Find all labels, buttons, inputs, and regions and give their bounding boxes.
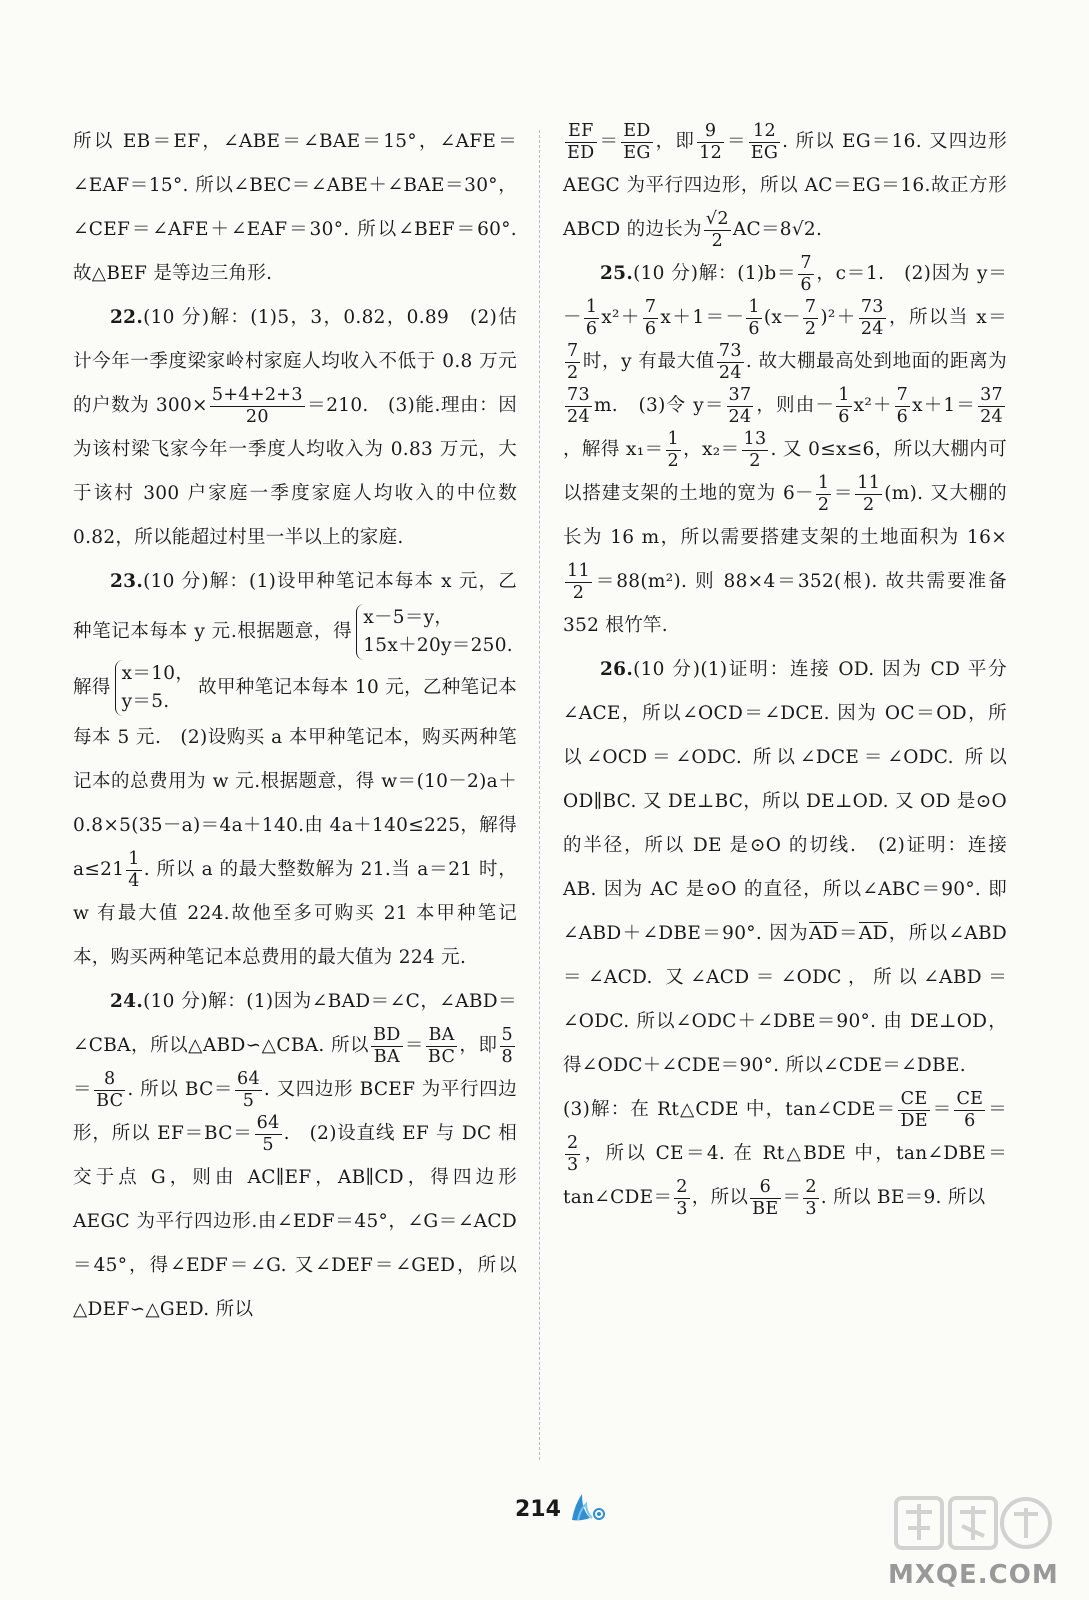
fraction-numerator: 1 (128, 849, 140, 870)
fraction-numerator: BA (426, 1025, 457, 1046)
fraction-numerator: 12 (749, 121, 780, 142)
fraction-denominator: 6 (896, 406, 909, 427)
watermark-text: MXQE.COM (888, 1560, 1059, 1590)
answer-26-text: (3)解：在 Rt△CDE 中，tan∠CDE＝ (563, 1099, 897, 1120)
fraction (210, 385, 305, 426)
fraction-denominator: DE (900, 1110, 928, 1131)
fraction-denominator: 6 (838, 406, 850, 427)
question-number-22: 22. (110, 307, 144, 328)
fraction-numerator: 7 (896, 385, 909, 406)
answer-25-text: . 故大棚最高处到地面的距离为 (745, 351, 1008, 372)
fraction-numerator: 37 (980, 385, 1004, 406)
fraction-numerator: 6 (750, 1177, 780, 1198)
question-number-26: 26. (600, 659, 634, 680)
fraction-numerator: √2 (705, 209, 729, 230)
fraction-denominator: 2 (749, 450, 761, 471)
fraction (126, 849, 141, 890)
answer-24-text-3: . 所以 BC＝ (127, 1079, 233, 1100)
fraction-numerator: 2 (805, 1177, 817, 1198)
fraction-numerator: ED (623, 121, 651, 142)
fraction-denominator: 2 (667, 450, 679, 471)
fraction (666, 429, 681, 470)
fraction-numerator: 5 (501, 1025, 513, 1046)
left-column (73, 120, 517, 1332)
fraction-denominator: 6 (964, 1110, 976, 1131)
fraction-denominator: 2 (817, 494, 830, 515)
fraction-denominator: 24 (718, 362, 742, 383)
answer-24 (73, 980, 517, 1332)
fraction-numerator: 5+4+2+3 (211, 385, 303, 406)
equals-sign: ＝ (931, 1099, 953, 1120)
fraction-denominator: 2 (711, 230, 724, 251)
answer-25-text: ，所以当 x＝ (887, 307, 1007, 328)
fraction (674, 1177, 689, 1218)
fraction (855, 473, 882, 514)
answer-25 (563, 252, 1007, 648)
fraction-numerator: CE (898, 1089, 930, 1110)
equals-sign: ＝ (73, 1079, 93, 1100)
fraction-denominator: 2 (572, 582, 585, 603)
answer-21-text: 所以 EB＝EF，∠ABE＝∠BAE＝15°，∠AFE＝∠EAF＝15°. 所以∠BEC＝∠ABE＋∠BAE＝30°，∠CEF＝∠AFE＋∠EAF＝30°. 所以∠BEF＝60°. 故△BEF 是等边三角形. (73, 131, 517, 284)
fraction-numerator: 2 (567, 1133, 579, 1154)
right-column (563, 120, 1007, 1220)
equation-system-1 (356, 604, 513, 660)
fraction-denominator: EG (750, 142, 779, 163)
fraction (727, 385, 754, 426)
fraction (895, 385, 910, 426)
fraction-numerator: 7 (800, 253, 812, 274)
fraction (235, 1069, 262, 1110)
equals-sign: ＝ (782, 1187, 802, 1208)
question-number-25: 25. (600, 263, 634, 284)
fraction-numerator: 1 (838, 385, 850, 406)
answer-24-text-2: ，即 (459, 1035, 498, 1056)
answer-24-text-4: . 又四边形 BCEF 为平行四边形，所以 EF＝BC＝ (73, 1079, 517, 1144)
equation-system-2 (115, 660, 194, 716)
fraction-denominator: 6 (585, 318, 598, 339)
fraction (500, 1025, 515, 1066)
answer-23-text-4: . 所以 a 的最大整数解为 21.当 a＝21 时，w 有最大值 224.故他至多可购买 21 本甲种笔记本，购买两种笔记本总费用的最大值为 224 元. (73, 859, 517, 968)
fraction (697, 121, 724, 162)
fraction-denominator: BC (96, 1090, 124, 1111)
answer-25-text: 时，y 有最大值 (582, 351, 715, 372)
fraction (621, 121, 653, 162)
fraction-denominator: ED (567, 142, 595, 163)
fraction-numerator: 13 (743, 429, 767, 450)
fraction-denominator: 5 (242, 1090, 255, 1111)
answer-25-text: (10 分)解：(1)b＝ (633, 263, 797, 284)
fraction-denominator: BE (752, 1198, 779, 1219)
fraction-denominator: 3 (676, 1198, 688, 1219)
answer-25-text: ，则由－ (755, 395, 835, 416)
fraction-denominator: 20 (245, 406, 269, 427)
fraction-denominator: EG (623, 142, 651, 163)
fraction (643, 297, 658, 338)
fraction (859, 297, 886, 338)
fraction-numerator: 64 (236, 1069, 260, 1090)
column-divider (539, 130, 540, 1460)
equation-line: 15x＋20y＝250. (356, 632, 513, 660)
fraction-denominator: 24 (980, 406, 1004, 427)
fraction-numerator: BD (373, 1025, 401, 1046)
answer-22 (73, 296, 517, 560)
fraction (954, 1089, 985, 1130)
answer-22-text-1: (10 分)解：(1)5，3，0.82，0.89 (2)估计今年一季度梁家岭村家庭人均收入不低于 0.8 万元的户数为 300× (73, 307, 517, 416)
fraction-denominator: 6 (800, 274, 812, 295)
fraction (742, 429, 769, 470)
fraction-numerator: 1 (748, 297, 760, 318)
fraction-numerator: 11 (857, 473, 881, 494)
wave-ornament-icon (568, 1490, 608, 1524)
answer-26-text: ，所以 (691, 1187, 749, 1208)
fraction-numerator: 1 (817, 473, 830, 494)
fraction-numerator: 7 (804, 297, 817, 318)
page-number: 214 (515, 1497, 561, 1522)
fraction (898, 1089, 930, 1130)
fraction-numerator: 64 (256, 1113, 280, 1134)
fraction-denominator: 5 (262, 1134, 274, 1155)
fraction (816, 473, 831, 514)
fraction (255, 1113, 282, 1154)
fraction (978, 385, 1005, 426)
fraction (798, 253, 813, 294)
fraction (94, 1069, 125, 1110)
answer-25-text: . 又 0≤x≤6，所以大棚内可以搭建支架的土地的宽为 6－ (563, 439, 1007, 504)
answer-23-text-1: (10 分)解：(1)设甲种笔记本每本 x 元，乙种笔记本每本 y 元.根据题意，得 (73, 571, 517, 642)
answer-25-text: x²＋ (853, 395, 893, 416)
answer-24c-text-2: . 所以 EG＝16. 又四边形 AEGC 为平行四边形，所以 AC＝EG＝16.故正方形 ABCD 的边长为 (563, 131, 1007, 240)
fraction (803, 297, 818, 338)
fraction (565, 341, 580, 382)
fraction-denominator: 4 (128, 870, 140, 891)
answer-26-text: . 所以 BE＝9. 所以 (820, 1187, 986, 1208)
equation-line: y＝5. (115, 688, 194, 716)
fraction-numerator: 9 (697, 121, 724, 142)
arc-notation: $\overline{AD}$ (809, 923, 838, 944)
fraction-denominator: 12 (699, 142, 723, 163)
fraction-denominator: 3 (805, 1198, 817, 1219)
fraction (565, 1133, 580, 1174)
fraction-denominator: 6 (644, 318, 657, 339)
answer-23-text-2: 解得 (73, 677, 111, 698)
answer-25-text: ＝ (833, 483, 854, 504)
answer-24-text-5: . (2)设直线 EF 与 DC 相交于点 G，则由 AC∥EF，AB∥CD，得四边形 AEGC 为平行四边形.由∠EDF＝45°，∠G＝∠ACD＝45°，得∠EDF＝∠G. 又∠DEF＝∠GED，所以△DEF∽△GED. 所以 (73, 1123, 517, 1320)
arc-notation: $\overline{AD}$ (858, 923, 888, 944)
question-number-23: 23. (110, 571, 144, 592)
answer-25-text: ＝88(m²). 则 88×4＝352(根). 故共需要准备 352 根竹竿. (563, 571, 1007, 636)
answer-25-text: (m). 又大棚的长为 16 m，所以需要搭建支架的土地面积为 16× (563, 483, 1007, 548)
answer-25-text: ，解得 x₁＝ (563, 439, 664, 460)
answer-23 (73, 560, 517, 980)
fraction-numerator: 73 (718, 341, 742, 362)
answer-24-text-1: (10 分)解：(1)因为∠BAD＝∠C，∠ABD＝∠CBA，所以△ABD∽△CBA. 所以 (73, 991, 517, 1056)
answer-26-text: ，所以∠ABD＝∠ACD. 又∠ACD＝∠ODC，所以∠ABD＝∠ODC. 所以∠ODC＋∠DBE＝90°. 由 DE⊥OD，得∠ODC＋∠CDE＝90°. 所以∠CDE＝∠DBE. (563, 923, 1008, 1076)
fraction-denominator: 24 (567, 406, 590, 427)
fraction (803, 1177, 818, 1218)
answer-26-text: ，所以 CE＝4. 在 Rt△BDE 中，tan∠DBE＝tan∠CDE＝ (563, 1143, 1007, 1208)
equation-line: x－5＝y， (356, 604, 513, 632)
fraction (749, 121, 780, 162)
fraction (371, 1025, 403, 1066)
answer-25-text: (x－ (763, 307, 801, 328)
fraction (426, 1025, 457, 1066)
answer-23-text-3: 故甲种笔记本每本 10 元，乙种笔记本每本 5 元. (2)设购买 a 本甲种笔记本，购买两种笔记本的总费用为 w 元.根据题意，得 w＝(10－2)a＋0.8×5(35－a)＝4a＋140.由 4a＋140≤225，解得 a≤21 (73, 677, 517, 880)
answer-22-text-2: ＝210. (3)能.理由：因为该村梁飞家今年一季度人均收入为 0.83 万元，大于该村 300 户家庭一季度家庭人均收入的中位数 0.82，所以能超过村里一半以上的家庭. (73, 395, 517, 548)
equals-sign: ＝ (598, 131, 620, 152)
fraction (565, 561, 592, 602)
fraction-numerator: 2 (676, 1177, 688, 1198)
answer-25-text: x＋1＝ (912, 395, 977, 416)
fraction-denominator: BC (427, 1046, 456, 1067)
answer-24c-text-3: AC＝8√2. (732, 219, 823, 240)
answer-26 (563, 648, 1007, 1088)
fraction-numerator: EF (565, 121, 597, 142)
question-number-24: 24. (110, 991, 144, 1012)
fraction (584, 297, 599, 338)
fraction-denominator: BA (373, 1046, 400, 1067)
fraction-denominator: 24 (728, 406, 752, 427)
fraction (836, 385, 851, 426)
fraction-denominator: 2 (804, 318, 817, 339)
answer-25-text: ，x₂＝ (683, 439, 740, 460)
fraction-numerator: 7 (644, 297, 657, 318)
fraction (750, 1177, 780, 1218)
fraction-denominator: 24 (860, 318, 884, 339)
fraction-numerator: 37 (728, 385, 752, 406)
fraction (717, 341, 744, 382)
answer-26-text: ＝ (837, 923, 859, 944)
answer-26-part-3 (563, 1088, 1007, 1220)
answer-24c-text-1: ，即 (654, 131, 696, 152)
fraction (704, 209, 731, 250)
answer-24-continued (563, 120, 1007, 252)
answer-25-text: x＋1＝－ (660, 307, 745, 328)
answer-25-text: m. (3)令 y＝ (593, 395, 725, 416)
fraction-numerator: 7 (567, 341, 579, 362)
fraction-numerator: 11 (567, 561, 590, 582)
equals-sign: ＝ (726, 131, 747, 152)
fraction-denominator: 6 (748, 318, 760, 339)
equals-sign: ＝ (404, 1035, 424, 1056)
fraction-numerator: 73 (567, 385, 590, 406)
fraction-denominator: 2 (863, 494, 875, 515)
fraction (565, 385, 592, 426)
fraction-denominator: 2 (567, 362, 579, 383)
equals-sign: ＝ (987, 1099, 1007, 1120)
answer-26-text: (10 分)(1)证明：连接 OD. 因为 CD 平分∠ACE，所以∠OCD＝∠DCE. 因为 OC＝OD，所以∠OCD＝∠ODC. 所以∠DCE＝∠ODC. 所以 OD∥BC. 又 DE⊥BC，所以 DE⊥OD. 又 OD 是⊙O 的半径，所以 DE 是⊙O 的切线. (2)证明：连接 AB. 因为 AC 是⊙O 的直径，所以∠ABC＝90°. 即∠ABD＋∠DBE＝90°. 因为 (563, 659, 1007, 944)
fraction-numerator: 1 (585, 297, 598, 318)
answer-25-text: x²＋ (601, 307, 641, 328)
fraction-numerator: 8 (94, 1069, 125, 1090)
fraction (746, 297, 761, 338)
fraction-denominator: 8 (501, 1046, 513, 1067)
answer-25-text: ，c＝1. (2)因为 y＝－ (563, 263, 1007, 328)
fraction-numerator: 73 (860, 297, 884, 318)
equation-line: x＝10， (115, 660, 194, 688)
fraction (565, 121, 597, 162)
fraction-numerator: CE (956, 1089, 984, 1110)
answer-21-continued (73, 120, 517, 296)
fraction-numerator: 1 (667, 429, 679, 450)
answer-25-text: )²＋ (820, 307, 857, 328)
fraction-denominator: 3 (567, 1154, 579, 1175)
